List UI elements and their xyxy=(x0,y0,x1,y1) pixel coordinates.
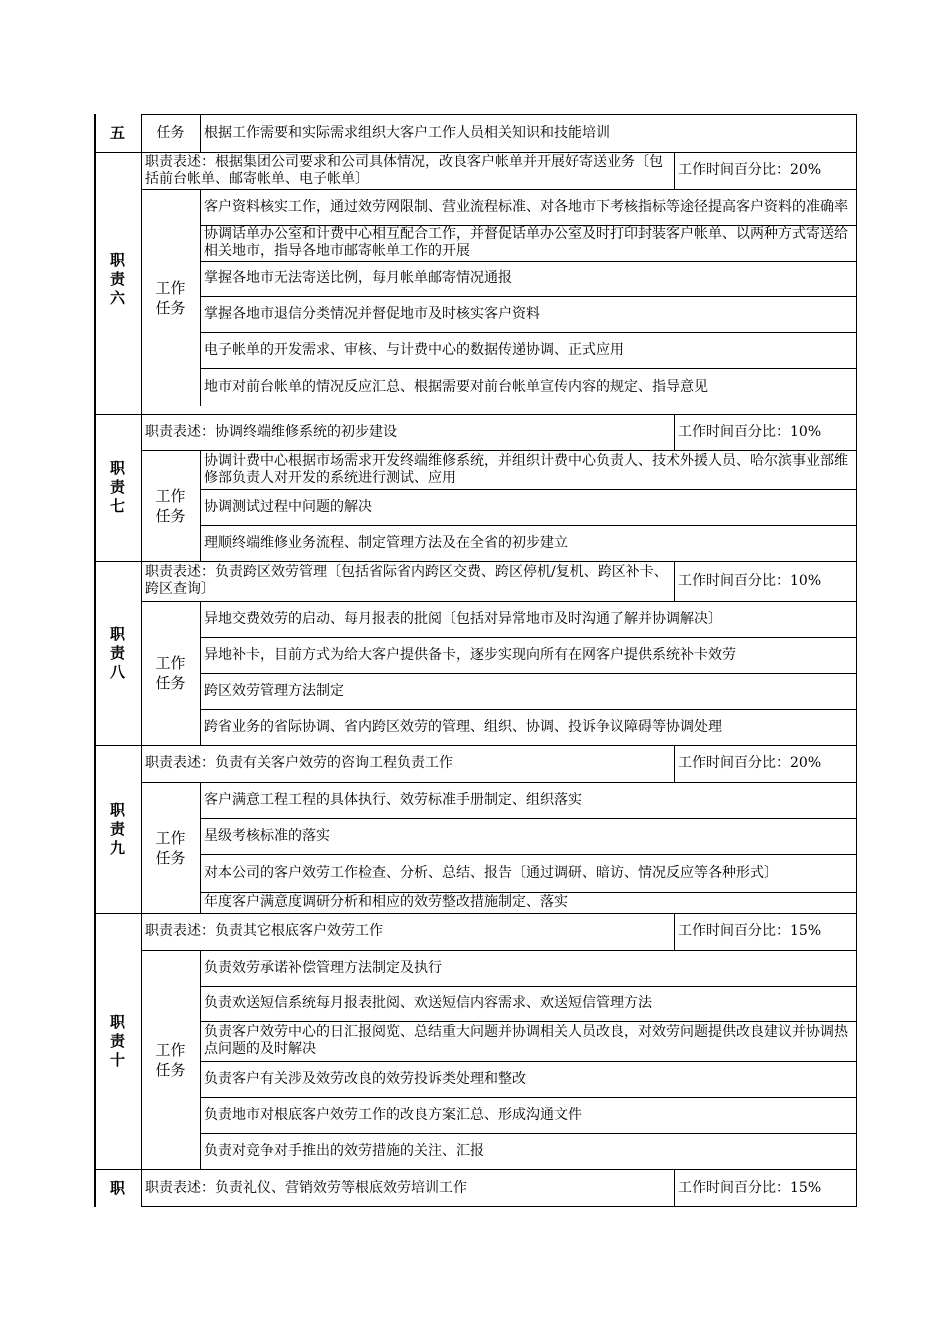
task-row: 负责客户效劳中心的日汇报阅览、总结重大问题并协调相关人员改良，对效劳问题提供改良建议并协调热点问题的及时解决 xyxy=(204,1024,848,1057)
task-row: 根据工作需要和实际需求组织大客户工作人员相关知识和技能培训 xyxy=(204,124,610,141)
duty-statement: 职责表述：根据集团公司要求和公司具体情况，改良客户帐单并开展好寄送业务〔包括前台帐单、邮寄帐单、电子帐单〕 xyxy=(145,153,663,187)
task-row: 协调计费中心根据市场需求开发终端维修系统，并组织计费中心负责人、技术外援人员、哈尔滨事业部维修部负责人对开发的系统进行测试、应用 xyxy=(204,452,848,486)
task-label: 任务 xyxy=(156,124,185,141)
duty-number-next-text: 职 xyxy=(110,1178,126,1197)
task-row: 年度客户满意度调研分析和相应的效劳整改措施制定、落实 xyxy=(204,894,568,910)
time-percentage: 工作时间百分比：20% xyxy=(678,755,822,771)
duty-number-jiu-text: 职责九 xyxy=(110,800,126,857)
duty-number-liu xyxy=(94,152,141,406)
duty-statement: 职责表述：协调终端维修系统的初步建设 xyxy=(145,423,397,440)
task-row: 理顺终端维修业务流程、制定管理方法及在全省的初步建立 xyxy=(204,534,568,551)
task-row: 掌握各地市退信分类情况并督促地市及时核实客户资料 xyxy=(204,305,540,322)
duty-number-qi-text: 职责七 xyxy=(110,459,126,515)
work-task-label-jiu xyxy=(143,782,198,913)
task-row: 地市对前台帐单的情况反应汇总、根据需要对前台帐单宣传内容的规定、指导意见 xyxy=(204,378,708,395)
duty-table xyxy=(94,114,857,1207)
duty-number-wu-text: 五 xyxy=(110,123,126,142)
work-task-label-qi xyxy=(143,450,198,561)
work-task-label-shi-text: 工作任务 xyxy=(155,1040,186,1079)
duty-number-ba-text: 职责八 xyxy=(110,624,126,681)
work-task-label-ba xyxy=(143,601,198,745)
task-row: 星级考核标准的落实 xyxy=(204,827,330,844)
task-row: 协调话单办公室和计费中心相互配合工作，并督促话单办公室及时打印封装客户帐单、以两种方式寄送给相关地市，指导各地市邮寄帐单工作的开展 xyxy=(204,226,848,259)
duty-statement: 职责表述：负责礼仪、营销效劳等根底效劳培训工作 xyxy=(145,1179,467,1196)
duty-number-shi-text: 职责十 xyxy=(110,1012,126,1069)
duty-statement: 职责表述：负责跨区效劳管理〔包括省际省内跨区交费、跨区停机/复机、跨区补卡、跨区查询〕 xyxy=(145,564,668,597)
task-row: 负责地市对根底客户效劳工作的改良方案汇总、形成沟通文件 xyxy=(204,1106,582,1123)
task-row: 对本公司的客户效劳工作检查、分析、总结、报告〔通过调研、暗访、情况反应等各种形式〕 xyxy=(204,864,778,881)
task-row: 客户满意工程工程的具体执行、效劳标准手册制定、组织落实 xyxy=(204,791,582,808)
time-percentage: 工作时间百分比：15% xyxy=(678,923,822,939)
work-task-label-liu-text: 工作任务 xyxy=(155,278,186,317)
task-row: 协调测试过程中问题的解决 xyxy=(204,498,372,515)
task-row: 跨省业务的省际协调、省内跨区效劳的管理、组织、协调、投诉争议障碍等协调处理 xyxy=(204,718,722,735)
task-row: 负责效劳承诺补偿管理方法制定及执行 xyxy=(204,959,442,976)
task-row: 跨区效劳管理方法制定 xyxy=(204,682,344,699)
col-line-1 xyxy=(141,114,142,1207)
duty-statement: 职责表述：负责其它根底客户效劳工作 xyxy=(145,923,383,939)
task-row: 负责欢送短信系统每月报表批阅、欢送短信内容需求、欢送短信管理方法 xyxy=(204,995,652,1011)
duty-number-qi xyxy=(94,414,141,561)
time-percentage: 工作时间百分比：15% xyxy=(678,1179,822,1196)
work-task-label-jiu-text: 工作任务 xyxy=(155,828,186,867)
task-row: 异地补卡，目前方式为给大客户提供备卡，逐步实现向所有在网客户提供系统补卡效劳 xyxy=(204,646,736,663)
work-task-label-ba-text: 工作任务 xyxy=(155,654,186,692)
task-row: 负责客户有关涉及效劳改良的效劳投诉类处理和整改 xyxy=(204,1070,526,1087)
work-task-label-shi xyxy=(143,950,198,1169)
task-row: 客户资料核实工作，通过效劳网限制、营业流程标准、对各地市下考核指标等途径提高客户资料的准确率 xyxy=(204,198,848,215)
task-row: 电子帐单的开发需求、审核、与计费中心的数据传递协调、正式应用 xyxy=(204,341,624,358)
task-row: 掌握各地市无法寄送比例，每月帐单邮寄情况通报 xyxy=(204,270,512,286)
time-percentage: 工作时间百分比：10% xyxy=(678,572,822,589)
work-task-label-qi-text: 工作任务 xyxy=(155,486,186,525)
task-row: 负责对竞争对手推出的效劳措施的关注、汇报 xyxy=(204,1142,484,1159)
duty-number-shi xyxy=(94,913,141,1169)
duty-statement: 职责表述：负责有关客户效劳的咨询工程负责工作 xyxy=(145,755,453,771)
task-row: 异地交费效劳的启动、每月报表的批阅〔包括对异常地市及时沟通了解并协调解决〕 xyxy=(204,610,722,627)
duty-number-wu xyxy=(94,114,141,152)
duty-number-ba xyxy=(94,561,141,745)
duty-number-next xyxy=(94,1169,141,1207)
duty-number-jiu xyxy=(94,745,141,913)
time-percentage: 工作时间百分比：20% xyxy=(678,162,822,178)
work-task-label-liu xyxy=(143,189,198,406)
time-percentage: 工作时间百分比：10% xyxy=(678,423,822,440)
duty-number-liu-text: 职责六 xyxy=(110,250,126,307)
